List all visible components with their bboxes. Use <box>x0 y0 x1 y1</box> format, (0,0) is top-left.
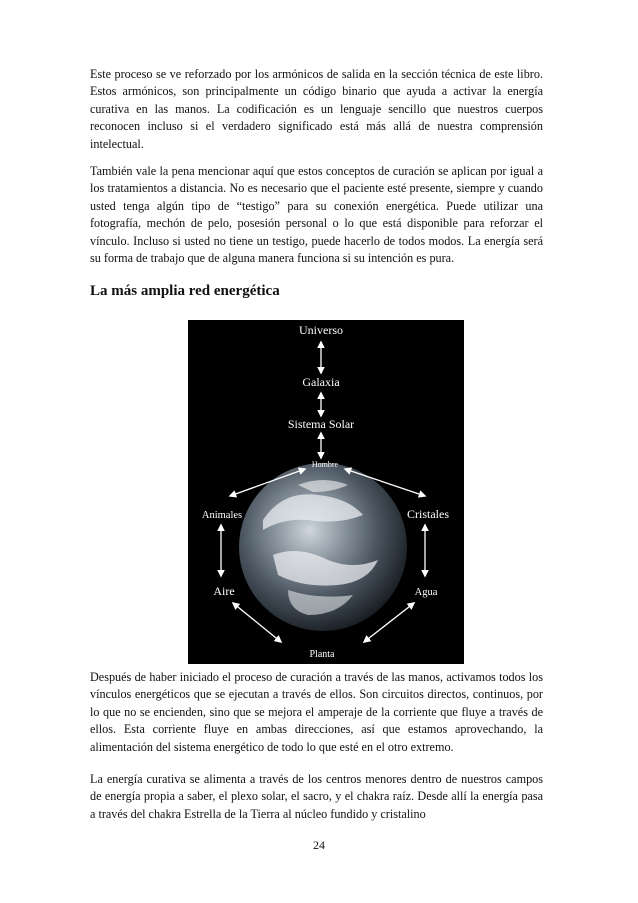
label-agua: Agua <box>414 587 438 598</box>
label-cristales: Cristales <box>407 507 449 521</box>
label-animales: Animales <box>201 510 243 521</box>
energy-network-diagram <box>188 320 464 664</box>
label-galaxia: Galaxia <box>302 375 340 389</box>
label-planta: Planta <box>309 649 335 660</box>
label-universo: Universo <box>299 323 343 337</box>
paragraph-energy-links: Después de haber iniciado el proceso de curación a través de las manos, activamos todos los vínculos energéticos que se ejecutan a través de ellos. Son circuitos directos, continuos, por lo que no se encienden, sino que se mejora el amperaje de la corriente que fluye a través de ellos. Esta corriente fluye en ambas direcciones, así que estamos aprovechando, la alimentación del sistema energético de todo lo que esté en el otro extremo. <box>90 670 543 754</box>
label-sistema-solar: Sistema Solar <box>287 417 355 431</box>
paragraph-distance-treatment: También vale la pena mencionar aquí que estos conceptos de curación se aplican por igual a los tratamientos a distancia. No es necesario que el paciente esté presente, siempre y cuando usted tenga algún tipo de “testigo” para su conexión energética. Puede utilizar una fotografía, mechón de pelo, posesión personal o lo que está disponible para reforzar el vínculo. Incluso si usted no tiene un testigo, puede hacerlo de todos modos. La energía será su forma de trabajo que de alguna manera funciona si su intención es pura. <box>90 164 543 266</box>
section-heading: La más amplia red energética <box>90 283 280 299</box>
label-hombre: Hombre <box>311 460 339 469</box>
label-aire: Aire <box>213 584 235 598</box>
page-number: 24 <box>313 838 325 852</box>
earth-image <box>239 463 407 631</box>
paragraph-healing-energy: La energía curativa se alimenta a través de los centros menores dentro de nuestros campos de energía propia a saber, el plexo solar, el sacro, y el chakra raíz. Desde allí la energía pasa a través del chakra Estrella de la Tierra al núcleo fundido y cristalino <box>90 772 543 821</box>
energy-network-figure <box>188 320 464 664</box>
paragraph-harmonics: Este proceso se ve reforzado por los armónicos de salida en la sección técnica de este libro. Estos armónicos, son principalmente un código binario que ayuda a activar la energía curativa en las manos. La codificación es un lenguaje sencillo que nuestros cuerpos reconocen incluso si el verdadero significado está más allá de nuestra comprensión intelectual. <box>90 67 543 151</box>
